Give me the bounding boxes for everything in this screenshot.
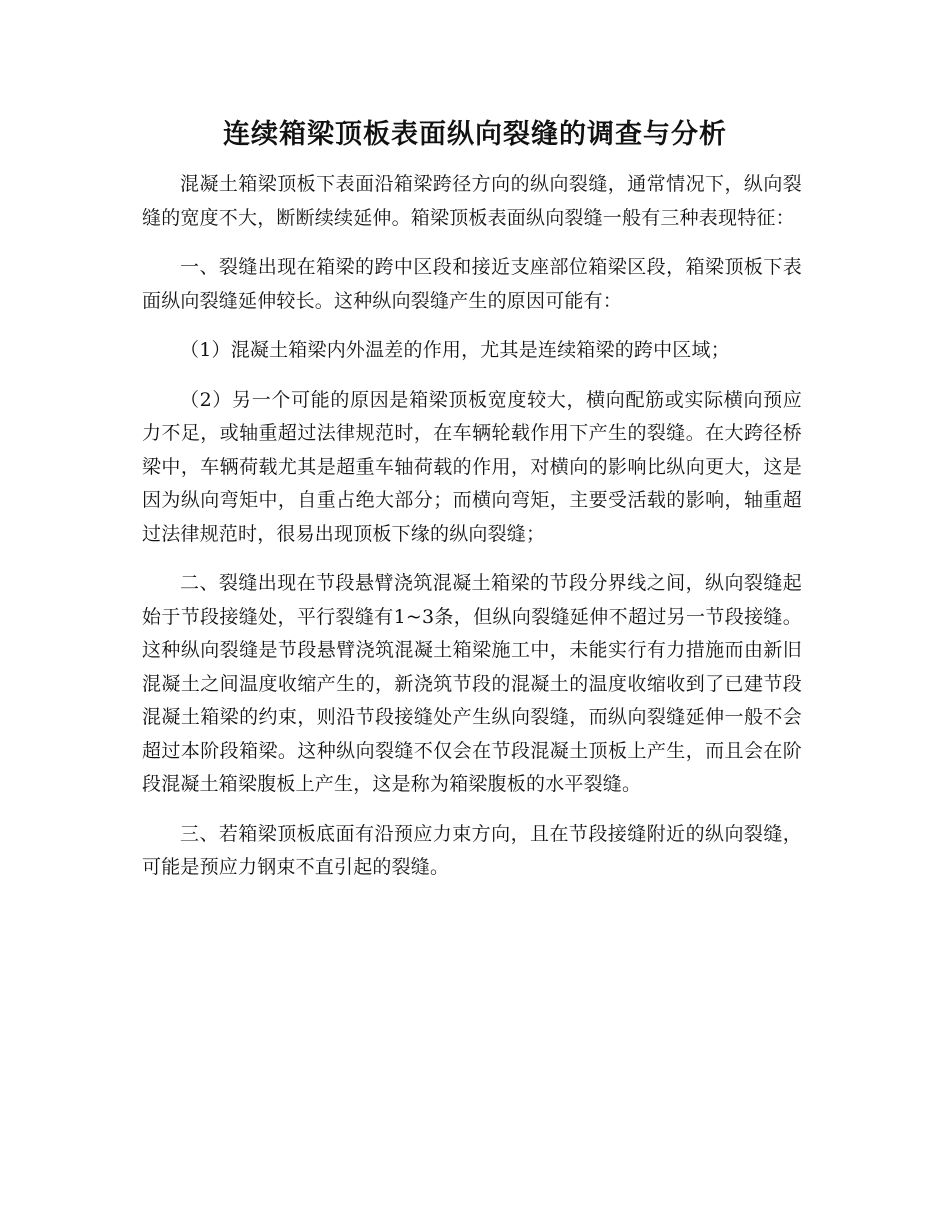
document-body bbox=[142, 168, 802, 901]
paragraph-feature-one: 一、裂缝出现在箱梁的跨中区段和接近支座部位箱梁区段，箱梁顶板下表面纵向裂缝延伸较长。这种纵向裂缝产生的原因可能有： bbox=[142, 256, 802, 312]
paragraph-intro: 混凝土箱梁顶板下表面沿箱梁跨径方向的纵向裂缝，通常情况下，纵向裂缝的宽度不大，断断续续延伸。箱梁顶板表面纵向裂缝一般有三种表现特征： bbox=[142, 173, 802, 229]
paragraph-cause-two: （2）另一个可能的原因是箱梁顶板宽度较大，横向配筋或实际横向预应力不足，或轴重超过法律规范时，在车辆轮载作用下产生的裂缝。在大跨径桥梁中，车辆荷载尤其是超重车轴荷载的作用，对横向的影响比纵向更大，这是因为纵向弯矩中，自重占绝大部分；而横向弯矩，主要受活载的影响，轴重超过法律规范时，很易出现顶板下缘的纵向裂缝； bbox=[142, 388, 802, 545]
paragraph-cause-one: （1）混凝土箱梁内外温差的作用，尤其是连续箱梁的跨中区域； bbox=[180, 339, 730, 361]
paragraph-feature-two: 二、裂缝出现在节段悬臂浇筑混凝土箱梁的节段分界线之间，纵向裂缝起始于节段接缝处，平行裂缝有1~3条，但纵向裂缝延伸不超过另一节段接缝。这种纵向裂缝是节段悬臂浇筑混凝土箱梁施工中，未能实行有力措施而由新旧混凝土之间温度收缩产生的，新浇筑节段的混凝土的温度收缩收到了已建节段混凝土箱梁的约束，则沿节段接缝处产生纵向裂缝，而纵向裂缝延伸一般不会超过本阶段箱梁。这种纵向裂缝不仅会在节段混凝土顶板上产生，而且会在阶段混凝土箱梁腹板上产生，这是称为箱梁腹板的水平裂缝。 bbox=[142, 572, 802, 795]
paragraph-feature-three: 三、若箱梁顶板底面有沿预应力束方向，且在节段接缝附近的纵向裂缝，可能是预应力钢束不直引起的裂缝。 bbox=[142, 822, 802, 878]
document-title: 连续箱梁顶板表面纵向裂缝的调查与分析 bbox=[223, 119, 727, 150]
